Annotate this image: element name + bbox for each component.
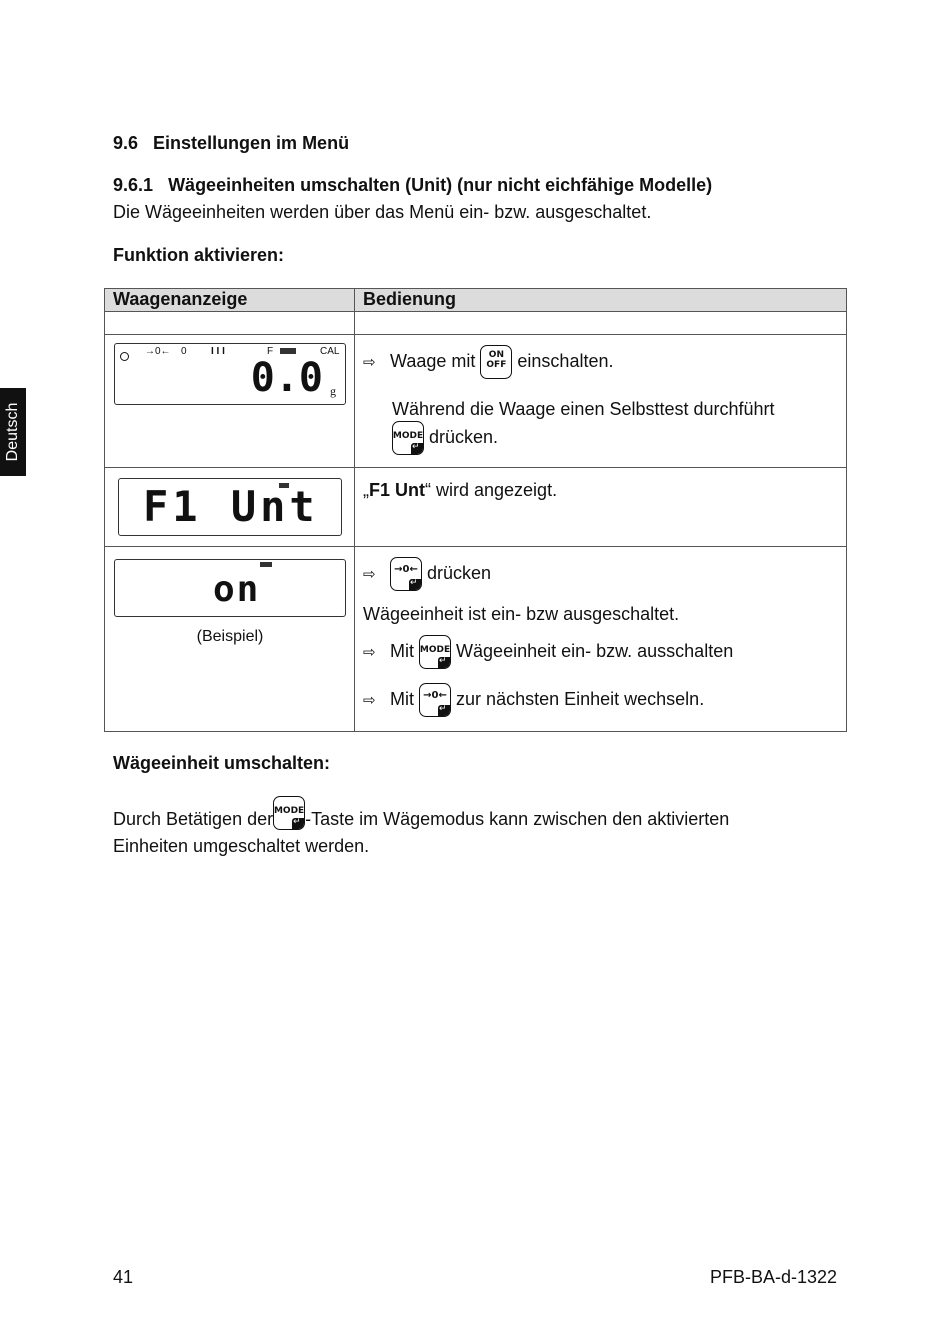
- operation-cell-2: [355, 468, 847, 547]
- selftest-text: Während die Waage einen Selbsttest durchführt: [392, 399, 775, 419]
- section-title: Einstellungen im Menü: [153, 133, 350, 153]
- mode-key-icon: MODE ↵: [392, 421, 424, 455]
- arrow-icon: ⇨: [363, 353, 376, 371]
- step-text: Mit: [390, 640, 415, 661]
- switch-text-post: -Taste im Wägemodus kann zwischen den aktivierten: [305, 809, 730, 829]
- lcd-value: F1 Unt: [143, 482, 319, 531]
- col-header-display: Waagenanzeige: [105, 289, 355, 312]
- indicator-cal: CAL: [320, 346, 340, 357]
- lcd-value: 0.0: [250, 355, 323, 401]
- subsection-heading: [113, 175, 712, 196]
- switch-text: [113, 796, 729, 830]
- intro-text: Die Wägeeinheiten werden über das Menü ein- bzw. ausgeschaltet.: [113, 202, 652, 222]
- operation-table: [104, 288, 847, 732]
- step-press-mode: [392, 421, 498, 455]
- lcd-display-f1unt: [118, 478, 342, 536]
- mode-key-icon: MODE ↵: [419, 635, 451, 669]
- operation-cell-1: [355, 335, 847, 468]
- example-caption: (Beispiel): [196, 628, 264, 645]
- activate-heading: Funktion aktivieren:: [113, 245, 285, 265]
- f1unt-shown-text: „F1 Unt“ wird angezeigt.: [363, 480, 558, 500]
- arrow-icon: ⇨: [363, 643, 376, 661]
- tare-key-icon: →0← ↵: [419, 683, 451, 717]
- step-text: einschalten.: [517, 350, 614, 371]
- unit-toggled-text: Wägeeinheit ist ein- bzw ausgeschaltet.: [363, 604, 680, 624]
- indicator-f: F: [267, 346, 274, 357]
- step-toggle-unit: [363, 635, 733, 669]
- step-next-unit: [363, 683, 704, 717]
- document-id: PFB-BA-d-1322: [709, 1267, 837, 1287]
- step-text: drücken.: [429, 426, 499, 447]
- tare-key-icon: →0← ↵: [390, 557, 422, 591]
- step-text: zur nächsten Einheit wechseln.: [456, 688, 705, 709]
- section-heading: [113, 133, 349, 154]
- subsection-number: 9.6.1: [113, 175, 154, 195]
- battery-icon: [280, 348, 296, 354]
- lcd-unit: g: [330, 384, 336, 398]
- lcd-display-on: [114, 559, 346, 617]
- page-number: 41: [113, 1267, 134, 1287]
- language-tab-label: Deutsch: [4, 402, 21, 462]
- step-power-on: [363, 345, 613, 379]
- col-header-operation: Bedienung: [355, 289, 847, 312]
- arrow-icon: ⇨: [363, 565, 376, 583]
- operation-cell-3: [355, 547, 847, 732]
- section-number: 9.6: [113, 133, 139, 153]
- empty-cell: [105, 312, 355, 335]
- step-text: Wägeeinheit ein- bzw. ausschalten: [456, 640, 734, 661]
- battery-icon: [260, 562, 272, 567]
- mode-key-icon: MODE ↵: [273, 796, 305, 830]
- zero-indicator: →0←: [145, 346, 171, 357]
- display-cell-2: [105, 468, 355, 547]
- stable-indicator-icon: [120, 352, 129, 361]
- empty-cell: [355, 312, 847, 335]
- switch-heading: Wägeeinheit umschalten:: [113, 753, 331, 773]
- display-cell-3: [105, 547, 355, 732]
- display-cell-1: [105, 335, 355, 468]
- step-text: Waage mit: [390, 350, 476, 371]
- arrow-icon: ⇨: [363, 691, 376, 709]
- step-text: Mit: [390, 688, 415, 709]
- lcd-display-zero: [114, 343, 346, 405]
- switch-text-pre: Durch Betätigen der: [113, 809, 274, 829]
- indicator-0: 0: [181, 346, 187, 357]
- step-press-tare: [363, 557, 491, 591]
- switch-text-line2: Einheiten umgeschaltet werden.: [113, 836, 370, 856]
- language-tab: [0, 388, 26, 476]
- step-text: drücken: [427, 562, 492, 583]
- indicator-ticks: I I I: [211, 346, 225, 357]
- on-off-key-icon: ON OFF: [480, 345, 512, 379]
- lcd-value: on: [213, 569, 261, 610]
- subsection-title: Wägeeinheiten umschalten (Unit) (nur nicht eichfähige Modelle): [168, 175, 713, 195]
